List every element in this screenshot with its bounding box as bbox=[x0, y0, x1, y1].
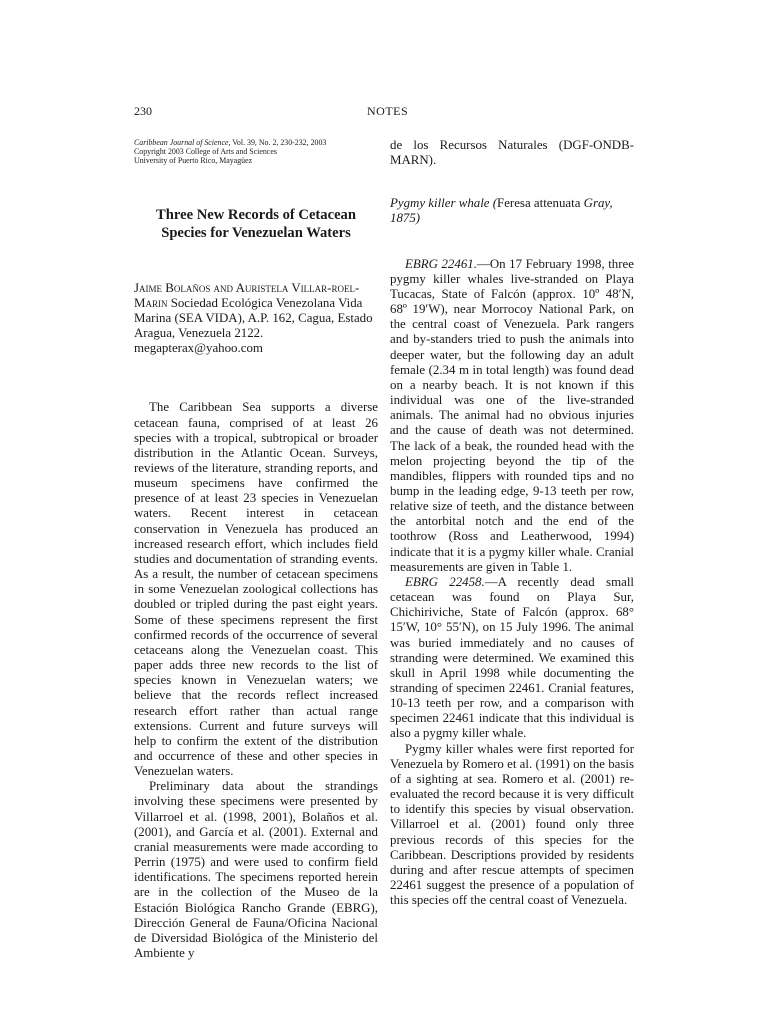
specimen-label-22458: EBRG 22458. bbox=[405, 574, 485, 589]
author-block bbox=[134, 281, 378, 357]
species-common-name: Pygmy killer whale ( bbox=[390, 196, 498, 211]
left-column bbox=[134, 138, 378, 961]
author-affiliation: Sociedad Ecológica Venezolana Vida Marina (SEA VIDA), A.P. 162, Cagua, Estado Aragua, Venezuela 2122. megapterax@yahoo.com bbox=[134, 295, 373, 356]
specimen-label-22461: EBRG 22461. bbox=[405, 256, 477, 271]
discussion-paragraph: Pygmy killer whales were first reported for Venezuela by Romero et al. (1991) on the basis of a sighting at sea. Romero et al. (2001) re-evaluated the record because it is very difficult to identify this species by visual observation. Villarroel et al. (2001) found only three previous records of this species for the Caribbean. Descriptions provided by residents during and after rescue attempts of specimen 22461 suggest the presence of a population of this species off the central coast of Venezuela. bbox=[390, 741, 634, 908]
institution-line: University of Puerto Rico, Mayagüez bbox=[134, 156, 253, 166]
right-column bbox=[390, 138, 634, 908]
species-heading bbox=[390, 196, 634, 226]
species-authority: Gray, 1875) bbox=[390, 196, 613, 226]
methods-paragraph: Preliminary data about the strandings involving these specimens were presented by Villarroel et al. (1998, 2001), Bolaños et al. (2001), and García et al. (2001). External and cranial measurements were made according to Perrin (1975) and were used to confirm field identifications. The specimens reported herein are in the collection of the Museo de la Estación Biológica Rancho Grande (EBRG), Dirección General de Fauna/Oficina Nacional de Diversidad Biológica of the Ministerio del Ambiente y bbox=[134, 779, 378, 961]
journal-name: Caribbean Journal of Science, bbox=[134, 138, 231, 147]
species-scientific-name: Feresa attenuata bbox=[497, 196, 581, 211]
page-header bbox=[134, 104, 634, 124]
intro-paragraph: The Caribbean Sea supports a diverse cetacean fauna, comprised of at least 26 species with a tropical, subtropical or broader distribution in the Atlantic Ocean. Surveys, reviews of the literature, stranding reports, and museum specimens have confirmed the presence of at least 23 species in Venezuelan waters. Recent interest in cetacean conservation in Venezuela has produced an increased research effort, which includes field studies and documentation of stranding events. As a result, the number of cetacean specimens in some Venezuelan zoological collections has doubled or tripled during the past eight years. Some of these specimens represent the first confirmed records of the occurrence of several cetaceans along the Venezuelan coast. This paper adds three new records to the list of species known in Venezuelan waters; we believe that the records reflect increased research effort rather than actual range extensions. Current and future surveys will help to confirm the extent of the distribution and occurrence of these and other species in Venezuelan waters. bbox=[134, 400, 378, 779]
record-paragraph-22458 bbox=[390, 575, 634, 742]
journal-volume: Vol. 39, No. 2, 230-232, 2003 bbox=[230, 138, 327, 147]
continuation-text: de los Recursos Naturales (DGF-ONDB-MARN). bbox=[390, 138, 634, 168]
record-text-22458: —A recently dead small cetacean was found on Playa Sur, Chichiriviche, State of Falcón (approx. 68° 15′W, 10° 55′N), on 15 July 1996. The animal was buried immediately and no causes of stranding were determined. We examined this skull in April 1998 while documenting the stranding of specimen 22461. Cranial features, 10-13 teeth per row, and a comparison with specimen 22461 indicate that this individual is also a pygmy killer whale. bbox=[390, 574, 634, 741]
running-head: NOTES bbox=[367, 104, 409, 118]
article-title: Three New Records of Cetacean Species for Venezuelan Waters bbox=[156, 206, 356, 242]
record-text-22461: —On 17 February 1998, three pygmy killer whales live-stranded on Playa Tucacas, State of Falcón (approx. 10º 48′N, 68º 19′W), near Morrocoy National Park, on the central coast of Venezuela. Park rangers and by-standers tried to push the animals into deeper water, but the following day an adult female (2.34 m in total length) was found dead on a nearby beach. It is not known if this individual was one of the live-stranded animals. The animal had no obvious injuries and the cause of death was not determined. The lack of a beak, the rounded head with the melon projecting beyond the tip of the mandibles, flippers with rounded tips and no bump in the leading edge, 9-13 teeth per row, relative size of teeth, and the distance between the antorbital notch and the end of the toothrow (Ross and Leatherwood, 1994) indicate that it is a pygmy killer whale. Cranial measurements are given in Table 1. bbox=[390, 256, 634, 574]
page-number: 230 bbox=[134, 104, 152, 118]
copyright-line: Copyright 2003 College of Arts and Sciences bbox=[134, 147, 277, 157]
journal-citation bbox=[134, 138, 378, 166]
record-paragraph-22461 bbox=[390, 257, 634, 575]
author-names: Jaime Bolaños and Auristela Villar-roel-Marin bbox=[134, 280, 360, 310]
